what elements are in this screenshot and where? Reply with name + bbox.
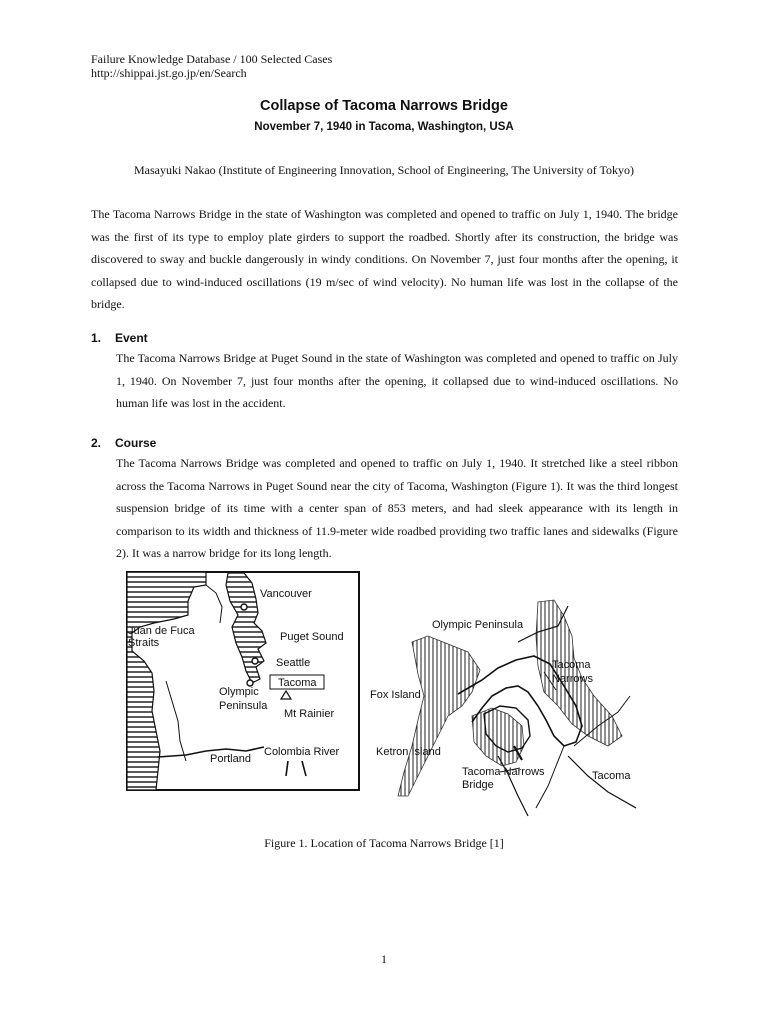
label-portland: Portland [210, 753, 251, 765]
label-tacoma-narrows-2: Narrows [552, 673, 593, 685]
label-tacoma: Tacoma [278, 677, 317, 689]
label-bridge-2: Bridge [462, 779, 494, 791]
intro-paragraph: The Tacoma Narrows Bridge in the state of Washington was completed and opened to traffic on July 1, 1940. The bridge was the first of its type to employ plate girders to support the roadbed. Shortly after its construction, the bridge was discovered to sway and buckle dangerously in windy conditions. On November 7, just four months after the opening, it collapsed due to wind-induced oscillations (19 m/sec of wind velocity). No human life was lost in the collapse of the bridge. [91, 207, 678, 311]
label-ketron-island: Ketron Island [376, 746, 441, 758]
label-olympic: Olympic [219, 686, 259, 698]
course-paragraph: The Tacoma Narrows Bridge was completed and opened to traffic on July 1, 1940. It stretched like a steel ribbon across the Tacoma Narrows in Puget Sound near the city of Tacoma, Washington (Figure 1). It was the third longest suspension bridge of its time with a center span of 853 meters, and had sleek appearance with its length in comparison to its width and thickness of 11.9-meter wide roadbed providing two traffic lanes and sidewalks (Figure 2). It was a narrow bridge for its long length. [116, 456, 678, 560]
label-bridge-1: Tacoma Narrows [462, 766, 545, 778]
label-seattle: Seattle [276, 657, 311, 669]
event-paragraph: The Tacoma Narrows Bridge at Puget Sound in the state of Washington was completed and opened to traffic on July 1, 1940. On November 7, just four months after the opening, it collapsed due to wind-induced oscillations. No human life was lost in the accident. [116, 351, 678, 410]
label-peninsula: Peninsula [219, 700, 268, 712]
header-url[interactable]: http://shippai.jst.go.jp/en/Search [91, 66, 247, 80]
section-number: 1. [91, 331, 102, 345]
label-fox-island: Fox Island [370, 689, 421, 701]
page-number: 1 [381, 952, 387, 966]
label-vancouver: Vancouver [260, 588, 312, 600]
section-heading-course [91, 436, 156, 450]
section-heading-event [91, 331, 148, 345]
author-line: Masayuki Nakao (Institute of Engineering Innovation, School of Engineering, The University of Tokyo) [134, 163, 634, 177]
label-colombia-river: Colombia River [264, 746, 340, 758]
tacoma-narrows-map [368, 596, 640, 818]
label-straits: Straits [128, 637, 160, 649]
header-source: Failure Knowledge Database / 100 Selected Cases [91, 52, 333, 66]
figure-caption: Figure 1. Location of Tacoma Narrows Bridge [1] [264, 836, 504, 850]
section-number: 2. [91, 436, 102, 450]
label-tacoma-city: Tacoma [592, 770, 631, 782]
label-tacoma-narrows-1: Tacoma [552, 659, 591, 671]
section-title: Course [115, 436, 157, 450]
section-title: Event [115, 331, 148, 345]
label-puget-sound: Puget Sound [280, 631, 344, 643]
page-header [91, 52, 332, 80]
label-juan-de-fuca: Juan de Fuca [128, 625, 195, 637]
pacific-northwest-map [126, 571, 360, 791]
document-subtitle: November 7, 1940 in Tacoma, Washington, USA [254, 121, 514, 133]
document-title: Collapse of Tacoma Narrows Bridge [260, 98, 508, 114]
label-mt-rainier: Mt Rainier [284, 708, 335, 720]
label-olympic-peninsula: Olympic Peninsula [432, 619, 524, 631]
